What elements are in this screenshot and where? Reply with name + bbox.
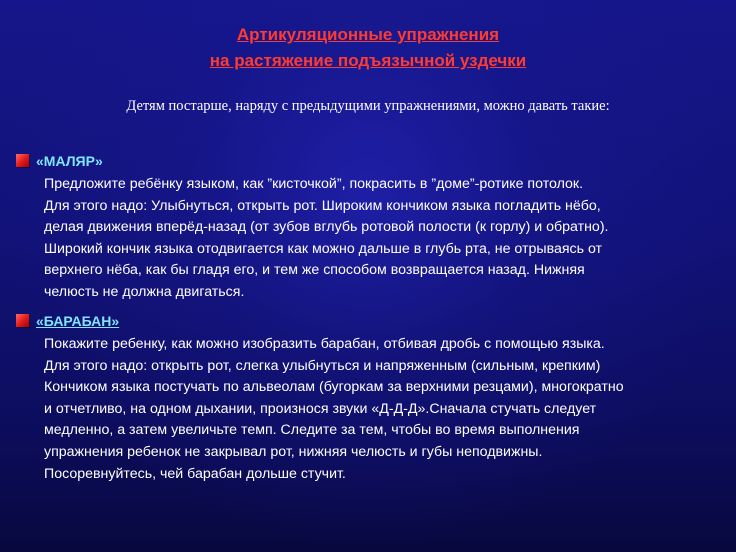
section-body-malyar [44, 174, 609, 304]
slide-title-line-2: на растяжение подъязычной уздечки [209, 51, 527, 70]
body-line: челюсть не должна двигаться. [44, 283, 245, 300]
body-line: Посоревнуйтесь, чей барабан дольше стучит. [44, 465, 346, 482]
section-heading-malyar: «МАЛЯР» [36, 153, 103, 169]
section-body-baraban [44, 334, 624, 485]
body-line: и отчетливо, на одном дыхании, произнося звуки «Д-Д-Д».Сначала стучать следует [44, 400, 597, 417]
body-line: Широкий кончик языка отодвигается как можно дальше в глубь рта, не отрываясь от [44, 240, 603, 257]
body-line: упражнения ребенок не закрывал рот, нижняя челюсть и губы неподвижны. [44, 443, 543, 460]
body-line: делая движения вперёд-назад (от зубов вглубь ротовой полости (к горлу) и обратно). [44, 219, 609, 236]
body-line: Покажите ребенку, как можно изобразить барабан, отбивая дробь с помощью языка. [44, 336, 605, 352]
section-heading-baraban: «БАРАБАН» [36, 313, 120, 329]
body-line: верхнего нёба, как бы гладя его, и тем же способом возвращается назад. Нижняя [44, 262, 585, 279]
bullet-square-icon [16, 314, 29, 327]
intro-text: Детям постарше, наряду с предыдущими упражнениями, можно давать такие: [126, 98, 610, 114]
body-line: Для этого надо: Улыбнуться, открыть рот. Широким кончиком языка погладить нёбо, [44, 197, 601, 214]
bullet-square-icon [16, 154, 29, 167]
body-line: Кончиком языка постучать по альвеолам (бугоркам за верхними резцами), многократно [44, 379, 624, 396]
body-line: Для этого надо: открыть рот, слегка улыбнуться и напряженным (сильным, крепким) [44, 357, 601, 374]
slide-title-line-1: Артикуляционные упражнения [236, 25, 500, 44]
body-line: медленно, а затем увеличьте темп. Следите за тем, чтобы во время выполнения [44, 422, 580, 439]
body-line: Предложите ребёнку языком, как ”кисточкой”, покрасить в ”доме”-ротике потолок. [44, 176, 584, 192]
